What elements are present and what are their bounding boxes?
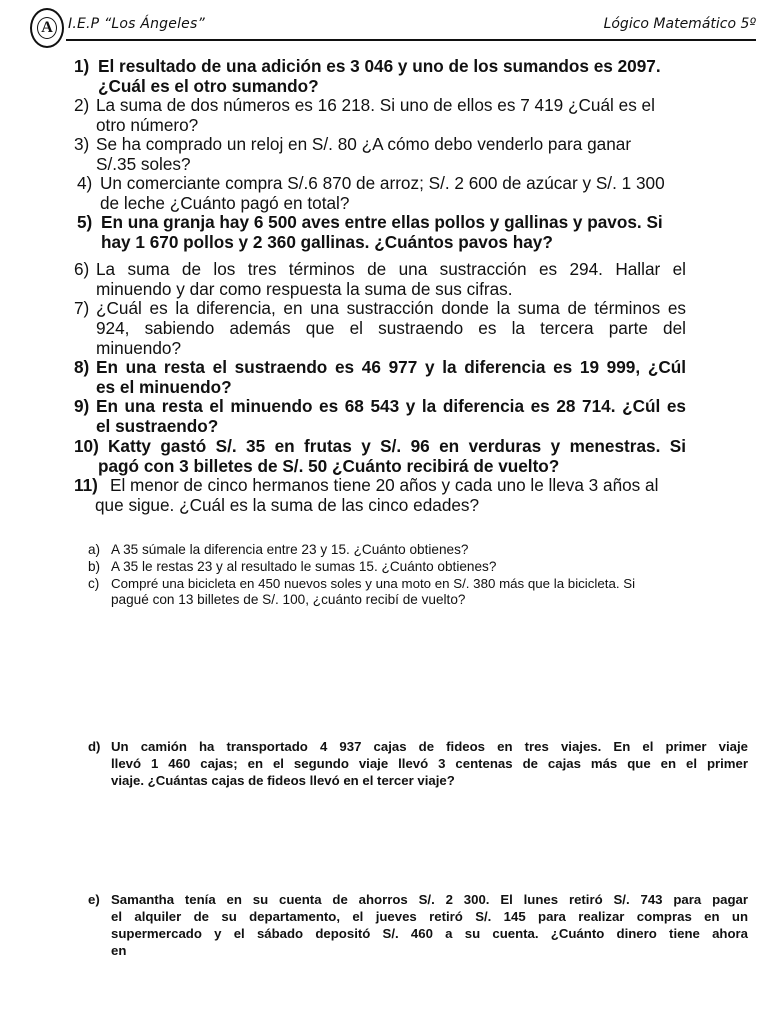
problem-line: En una granja hay 6 500 aves entre ellas pollos y gallinas y pavos. Si [101,212,663,232]
sub-problem-line: Samantha tenía en su cuenta de ahorros S/. 2 300. El lunes retiró S/. 743 para pagar [111,892,748,907]
sub-problem-c [88,576,752,608]
sub-problem-letter: d) [88,739,101,754]
problem-10 [74,436,688,476]
sub-problem-line: supermercado y el sábado depositó S/. 460 a su cuenta. ¿Cuánto dinero tiene ahora [111,926,748,941]
problem-text [98,56,704,96]
problem-number: 11) [74,475,98,495]
sub-problem-letter: a) [88,542,101,557]
sub-problem-line: llevó 1 460 cajas; en el segundo viaje llevó 3 centenas de cajas más que en el primer [111,756,748,771]
sub-problem-line: Un camión ha transportado 4 937 cajas de fideos en tres viajes. En el primer viaje [111,739,748,754]
problem-line: otro número? [96,115,199,135]
sub-problem-text [111,891,748,959]
problem-number: 6) [74,259,90,279]
sub-problem-line: en [111,943,127,958]
sub-problem-text [111,542,748,558]
problem-line: el sustraendo? [96,416,219,436]
problem-line: La suma de dos números es 16 218. Si uno de ellos es 7 419 ¿Cuál es el [96,95,655,115]
problem-line: En una resta el sustraendo es 46 977 y la diferencia es 19 999, ¿Cúl [96,357,686,377]
problem-text [96,396,686,436]
sub-problem-b [88,559,748,575]
problem-text [96,134,702,174]
problem-line: ¿Cuál es el otro sumando? [98,76,319,96]
problem-4 [77,173,707,213]
problem-6 [74,259,688,299]
problem-7 [74,298,688,358]
problem-text [100,173,706,213]
header-divider [66,39,756,41]
problem-line: El menor de cinco hermanos tiene 20 años y cada uno le lleva 3 años al [110,475,659,495]
problem-text [95,475,686,515]
problem-number: 4) [77,173,93,193]
problem-line: La suma de los tres términos de una sustracción es 294. Hallar el [96,259,686,279]
problem-line: El resultado de una adición es 3 046 y uno de los sumandos es 2097. [98,56,661,76]
problem-line: minuendo? [96,338,182,358]
logo-letter: A [41,19,53,36]
sub-problem-e [88,891,752,959]
problem-line: 924, sabiendo además que el sustraendo es la tercera parte del [96,318,686,338]
problem-number: 9) [74,396,90,416]
problem-9 [74,396,688,436]
problem-line: En una resta el minuendo es 68 543 y la diferencia es 28 714. ¿Cúl es [96,396,686,416]
problem-line: hay 1 670 pollos y 2 360 gallinas. ¿Cuántos pavos hay? [101,232,553,252]
problem-line: pagó con 3 billetes de S/. 50 ¿Cuánto recibirá de vuelto? [98,456,560,476]
problem-line: de leche ¿Cuánto pagó en total? [100,193,350,213]
problem-text [98,436,686,476]
problem-number: 8) [74,357,90,377]
problem-number: 7) [74,298,90,318]
subject-title: Lógico Matemático 5º [603,16,756,32]
sub-problem-line: pagué con 13 billetes de S/. 100, ¿cuánto recibí de vuelto? [111,592,466,607]
problem-line: Se ha comprado un reloj en S/. 80 ¿A cómo debo venderlo para ganar [96,134,632,154]
problem-line: que sigue. ¿Cuál es la suma de las cinco edades? [95,495,480,515]
school-name: I.E.P “Los Ángeles” [68,16,205,32]
problem-line: S/.35 soles? [96,154,191,174]
problem-line: Un comerciante compra S/.6 870 de arroz; S/. 2 600 de azúcar y S/. 1 300 [100,173,665,193]
sub-problem-line: A 35 le restas 23 y al resultado le sumas 15. ¿Cuánto obtienes? [111,559,497,574]
problem-text [96,298,686,358]
sub-problem-letter: e) [88,892,100,907]
problem-8 [74,357,688,397]
problem-number: 10) [74,436,99,456]
sub-problem-line: Compré una bicicleta en 450 nuevos soles y una moto en S/. 380 más que la bicicleta. Si [111,576,636,591]
sub-problem-letter: b) [88,559,101,574]
problem-text [101,212,707,252]
sub-problem-text [111,559,748,575]
sub-problem-line: el alquiler de su departamento, el jueves retiró S/. 145 para realizar compras en un [111,909,748,924]
problem-11 [74,475,688,515]
problem-line: ¿Cuál es la diferencia, en una sustracción donde la suma de términos es [96,298,686,318]
sub-problem-line: viaje. ¿Cuántas cajas de fideos llevó en el tercer viaje? [111,773,455,788]
page-header [0,0,768,48]
problem-1 [74,56,704,96]
school-logo [30,8,64,48]
sub-problem-text [111,576,752,608]
problem-line: es el minuendo? [96,377,232,397]
sub-problem-line: A 35 súmale la diferencia entre 23 y 15. ¿Cuánto obtienes? [111,542,469,557]
problem-3 [74,134,704,174]
problem-line: Katty gastó S/. 35 en frutas y S/. 96 en verduras y menestras. Si [108,436,686,456]
problem-number: 3) [74,134,90,154]
sub-problem-d [88,738,752,789]
sub-problem-letter: c) [88,576,100,591]
problem-line: minuendo y dar como respuesta la suma de sus cifras. [96,279,513,299]
problem-2 [74,95,704,135]
problem-number: 5) [77,212,93,232]
problem-5 [77,212,707,252]
problem-number: 1) [74,56,90,76]
problem-number: 2) [74,95,90,115]
problem-text [96,95,702,135]
sub-problem-text [111,738,748,789]
problem-text [96,357,686,397]
problem-text [96,259,686,299]
sub-problem-a [88,542,748,558]
